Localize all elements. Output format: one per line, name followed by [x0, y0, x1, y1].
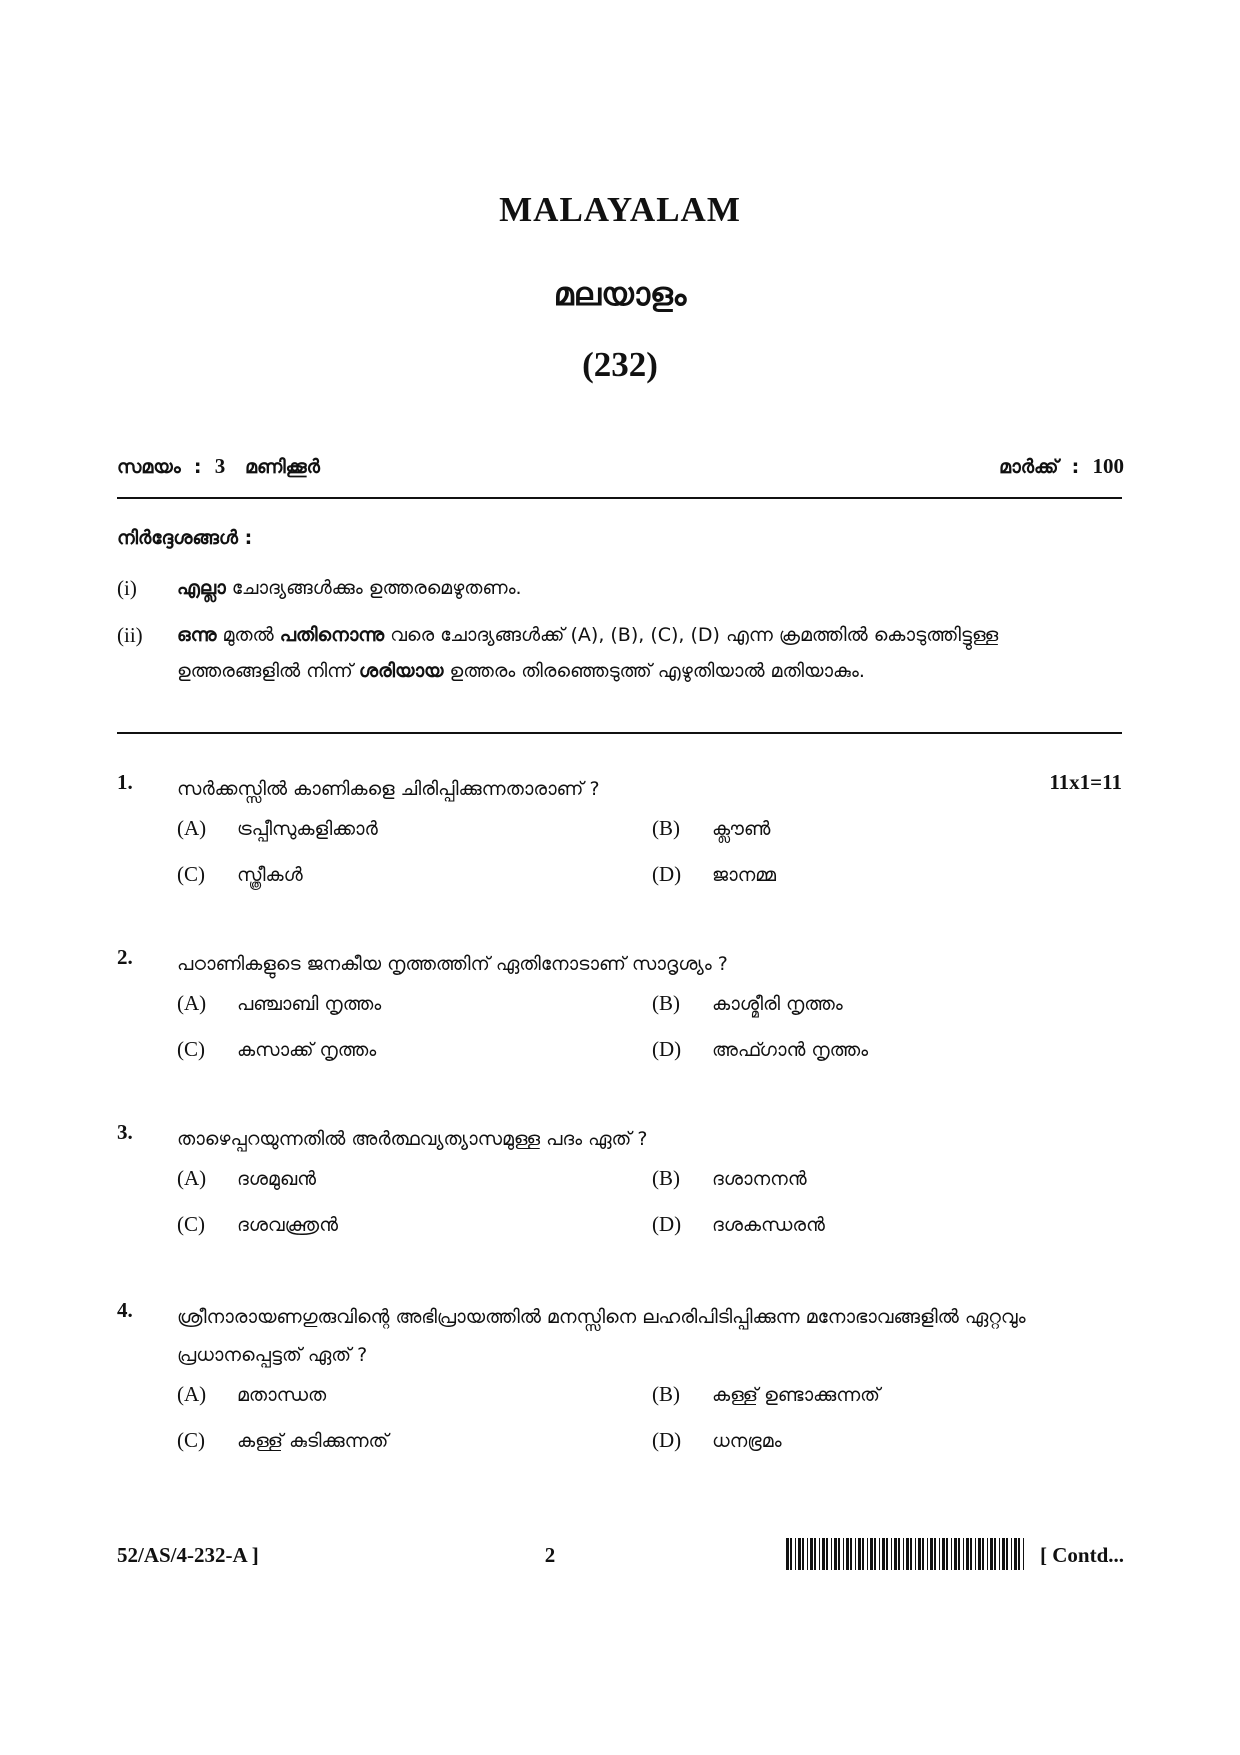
option-text: അഫ്ഗാൻ നൃത്തം	[712, 1039, 869, 1061]
option-label: (D)	[652, 1212, 682, 1236]
instruction-item	[117, 570, 1117, 606]
option-label: (B)	[652, 991, 680, 1015]
instruction-number: (i)	[117, 576, 137, 600]
paper-title-malayalam: മലയാളം	[553, 275, 687, 313]
barcode-icon	[786, 1538, 1026, 1570]
instruction-fragment: ചോദ്യങ്ങൾക്കും ഉത്തരമെഴുതണം.	[225, 577, 522, 599]
instruction-emphasis: ഒന്നു	[177, 624, 217, 646]
question-number: 4.	[117, 1298, 133, 1322]
options	[177, 1166, 1122, 1258]
question-3	[117, 1120, 1122, 1258]
time-allowed: സമയം : 3 മണിക്കൂർ	[117, 454, 320, 478]
paper-code: 52/AS/4-232-A ]	[117, 1543, 259, 1567]
option-label: (A)	[177, 1166, 207, 1190]
question-text: സർക്കസ്സിൽ കാണികളെ ചിരിപ്പിക്കുന്നതാരാണ് ?	[177, 778, 600, 800]
option-label: (C)	[177, 1037, 205, 1061]
option-d	[652, 1037, 868, 1077]
option-label: (C)	[177, 1428, 205, 1452]
option-a	[177, 1382, 326, 1422]
option-text: ദശാനനൻ	[712, 1168, 807, 1190]
option-b	[652, 1382, 880, 1422]
time-label: സമയം	[117, 456, 181, 478]
instructions-heading: നിർദ്ദേശങ്ങൾ :	[117, 527, 253, 549]
option-c	[177, 1428, 388, 1468]
marks-value: 100	[1092, 454, 1124, 478]
instruction-text	[177, 617, 1117, 689]
option-label: (C)	[177, 862, 205, 886]
instruction-item	[117, 617, 1117, 689]
option-d	[652, 1428, 782, 1468]
options	[177, 816, 1122, 908]
instruction-text	[177, 570, 1117, 606]
options	[177, 1382, 1122, 1474]
option-c	[177, 1212, 338, 1252]
option-label: (B)	[652, 1382, 680, 1406]
continued-marker: [ Contd...	[1039, 1543, 1124, 1567]
option-text: സ്ത്രീകൾ	[237, 864, 303, 886]
option-label: (D)	[652, 1037, 682, 1061]
instruction-emphasis: പതിനൊന്നു	[279, 624, 385, 646]
question-text: ശ്രീനാരായണഗുരുവിന്റെ അഭിപ്രായത്തിൽ മനസ്സിനെ ലഹരിപിടിപ്പിക്കുന്ന മനോഭാവങ്ങളിൽ ഏറ്റവും പ്രധാനപ്പെട്ടത് ഏത് ?	[177, 1306, 1026, 1366]
instruction-fragment: വരെ ചോദ്യങ്ങൾക്ക് (A), (B), (C), (D) എന്ന ക്രമത്തിൽ കൊടുത്തിട്ടുള്ള ഉത്തരങ്ങളിൽ നിന്ന്	[177, 624, 999, 682]
paper-title-english: MALAYALAM	[499, 190, 741, 229]
time-unit: മണിക്കൂർ	[245, 456, 320, 478]
option-a	[177, 1166, 316, 1206]
instruction-fragment: മുതൽ	[216, 624, 280, 646]
option-c	[177, 862, 303, 902]
option-label: (B)	[652, 816, 680, 840]
option-b	[652, 991, 843, 1031]
instructions-divider	[117, 732, 1122, 734]
option-d	[652, 1212, 825, 1252]
time-value: 3	[214, 454, 226, 478]
instruction-number: (ii)	[117, 623, 143, 647]
option-a	[177, 991, 381, 1031]
option-text: കാശ്മീരി നൃത്തം	[712, 993, 843, 1015]
option-label: (A)	[177, 1382, 207, 1406]
option-text: ട്രപ്പീസുകളിക്കാർ	[237, 818, 378, 840]
option-label: (D)	[652, 1428, 682, 1452]
question-1	[117, 770, 1122, 908]
option-label: (C)	[177, 1212, 205, 1236]
option-a	[177, 816, 378, 856]
instruction-fragment: ഉത്തരം തിരഞ്ഞെടുത്ത് എഴുതിയാൽ മതിയാകും.	[443, 660, 865, 682]
option-label: (A)	[177, 991, 207, 1015]
option-c	[177, 1037, 376, 1077]
option-label: (A)	[177, 816, 207, 840]
page-number: 2	[544, 1543, 556, 1567]
instruction-emphasis: എല്ലാ	[177, 577, 226, 599]
option-text: മതാന്ധത	[237, 1384, 327, 1406]
question-text: പഠാണികളുടെ ജനകീയ നൃത്തത്തിന് ഏതിനോടാണ് സാദൃശ്യം ?	[177, 953, 728, 975]
option-text: കള്ള് ഉണ്ടാക്കുന്നത്	[712, 1384, 881, 1406]
option-label: (D)	[652, 862, 682, 886]
question-number: 2.	[117, 945, 133, 969]
option-text: ദശമുഖൻ	[237, 1168, 317, 1190]
option-b	[652, 816, 770, 856]
question-number: 1.	[117, 770, 133, 794]
option-text: ജാനമ്മ	[712, 864, 776, 886]
header-divider	[117, 497, 1122, 499]
max-marks: മാർക്ക് : 100	[999, 454, 1124, 478]
option-text: ധനഭ്രമം	[712, 1430, 782, 1452]
option-text: കള്ള് കുടിക്കുന്നത്	[237, 1430, 389, 1452]
option-text: ക്ലൗൺ	[712, 818, 771, 840]
question-number: 3.	[117, 1120, 133, 1144]
instruction-emphasis: ശരിയായ	[358, 660, 444, 682]
question-4	[117, 1298, 1122, 1474]
section-marks: 11x1=11	[1049, 770, 1122, 794]
subject-code: (232)	[582, 345, 658, 384]
option-text: ദശകന്ധരൻ	[712, 1214, 825, 1236]
option-b	[652, 1166, 807, 1206]
question-text: താഴെപ്പറയുന്നതിൽ അർത്ഥവ്യത്യാസമുള്ള പദം ഏത് ?	[177, 1128, 648, 1150]
option-text: കസാക്ക് നൃത്തം	[237, 1039, 377, 1061]
option-text: ദശവക്ത്രൻ	[237, 1214, 338, 1236]
marks-label: മാർക്ക്	[999, 456, 1059, 478]
option-label: (B)	[652, 1166, 680, 1190]
option-text: പഞ്ചാബി നൃത്തം	[237, 993, 382, 1015]
options	[177, 991, 1122, 1083]
question-2	[117, 945, 1122, 1083]
option-d	[652, 862, 776, 902]
